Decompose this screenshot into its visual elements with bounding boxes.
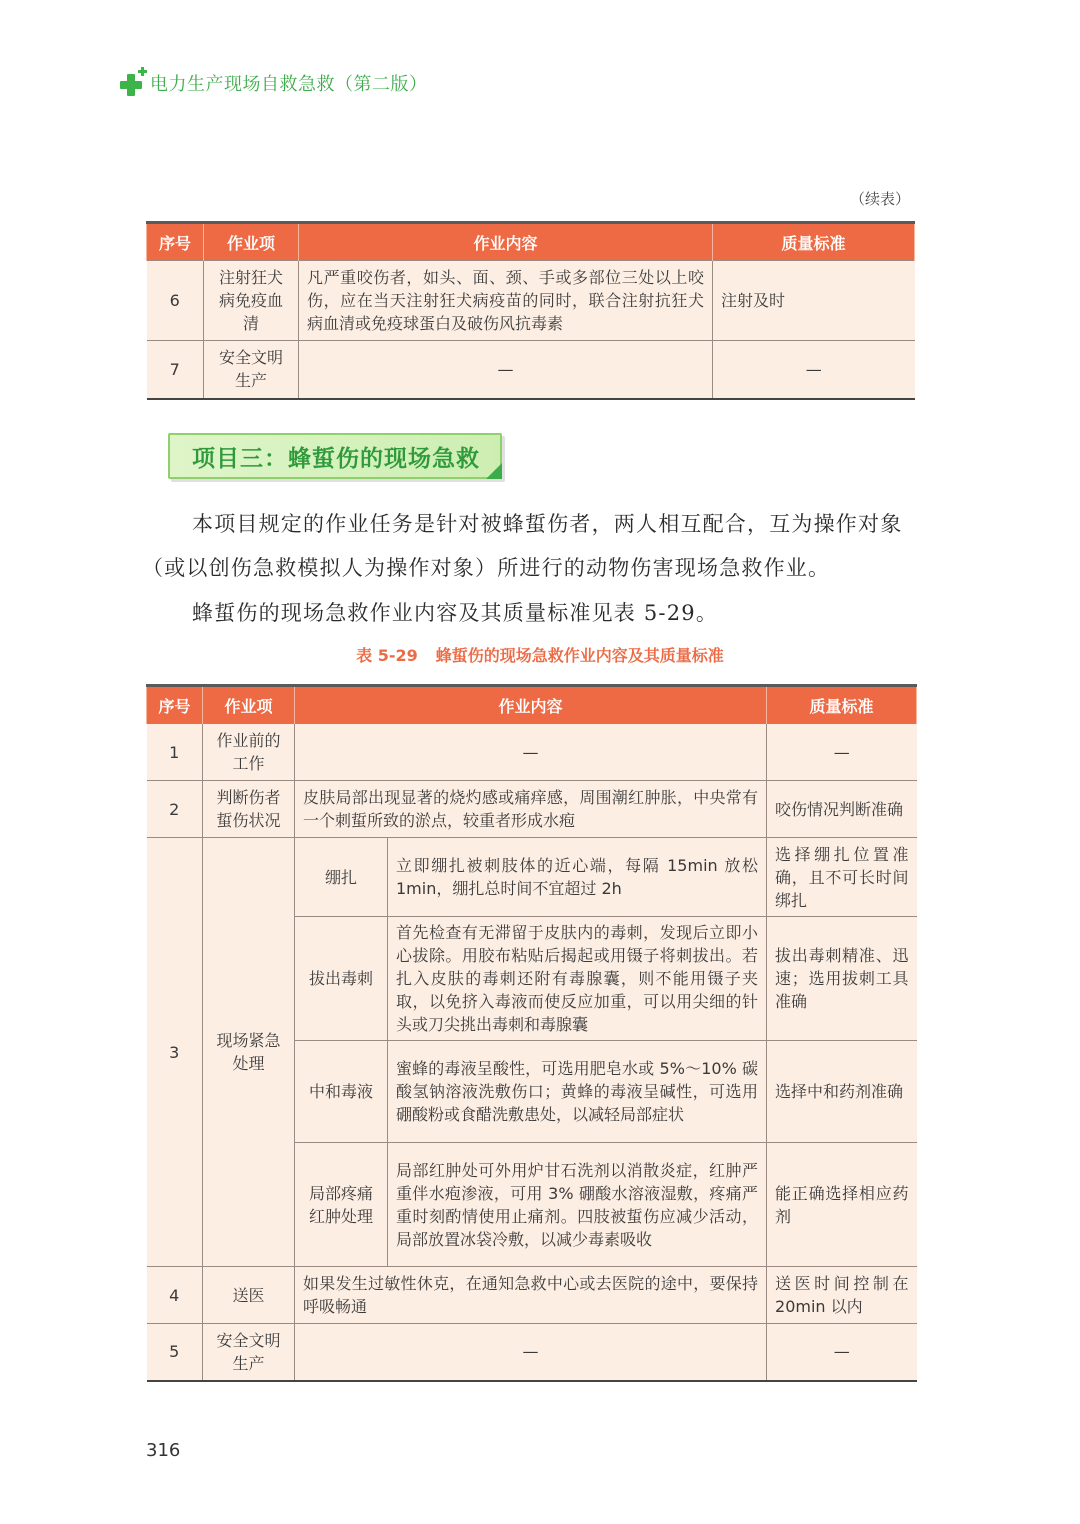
row-item: 现场紧急处理 bbox=[203, 838, 295, 1267]
continued-label: （续表） bbox=[849, 190, 910, 208]
row-no: 6 bbox=[147, 261, 204, 341]
body-paragraph: 蜂蜇伤的现场急救作业内容及其质量标准见表 5-29。 bbox=[192, 601, 719, 625]
header-item: 作业项 bbox=[203, 686, 295, 724]
row-item: 安全文明生产 bbox=[204, 341, 299, 399]
sub-step-standard: 拔出毒刺精准、迅速；选用拔刺工具准确 bbox=[767, 917, 917, 1041]
running-header bbox=[118, 66, 428, 100]
row-standard: — bbox=[767, 724, 917, 781]
row-item: 注射狂犬病免疫血清 bbox=[204, 261, 299, 341]
sub-step-standard: 选择绷扎位置准确，且不可长时间绑扎 bbox=[767, 838, 917, 917]
header-item: 作业项 bbox=[204, 223, 299, 261]
sub-step-name: 局部疼痛红肿处理 bbox=[295, 1143, 388, 1267]
sub-step-standard: 选择中和药剂准确 bbox=[767, 1041, 917, 1143]
body-paragraph: 本项目规定的作业任务是针对被蜂蜇伤者，两人相互配合，互为操作对象 bbox=[192, 512, 903, 536]
sub-step-content: 局部红肿处可外用炉甘石洗剂以消散炎症，红肿严重伴水疱渗液，可用 3% 硼酸水溶液湿敷，疼痛严重时刻酌情使用止痛剂。四肢被蜇伤应减少活动，局部放置冰袋冷敷，以减少毒素吸收 bbox=[388, 1143, 767, 1267]
row-standard: — bbox=[767, 1324, 917, 1381]
header-standard: 质量标准 bbox=[767, 686, 917, 724]
header-standard: 质量标准 bbox=[713, 223, 915, 261]
row-standard: 注射及时 bbox=[713, 261, 915, 341]
table-caption bbox=[0, 643, 1080, 666]
table-header-row bbox=[147, 223, 915, 261]
table-row bbox=[147, 1324, 917, 1381]
header-content: 作业内容 bbox=[299, 223, 713, 261]
row-content: 如果发生过敏性休克，在通知急救中心或去医院的途中，要保持呼吸畅通 bbox=[295, 1267, 767, 1324]
table-row bbox=[147, 1267, 917, 1324]
row-no: 2 bbox=[147, 781, 203, 838]
row-no: 3 bbox=[147, 838, 203, 1267]
body-paragraph: （或以创伤急救模拟人为操作对象）所进行的动物伤害现场急救作业。 bbox=[142, 556, 831, 580]
row-no: 7 bbox=[147, 341, 204, 399]
row-standard: 送医时间控制在 20min 以内 bbox=[767, 1267, 917, 1324]
row-content: — bbox=[295, 724, 767, 781]
table-header-row bbox=[147, 686, 917, 724]
section-title: 项目三：蜂蜇伤的现场急救 bbox=[192, 445, 480, 472]
table-row bbox=[147, 341, 915, 399]
section-heading bbox=[168, 433, 502, 479]
medical-cross-icon bbox=[118, 66, 148, 100]
sub-step-standard: 能正确选择相应药剂 bbox=[767, 1143, 917, 1267]
table-row bbox=[147, 261, 915, 341]
sub-step-name: 绷扎 bbox=[295, 838, 388, 917]
row-no: 4 bbox=[147, 1267, 203, 1324]
continued-table bbox=[146, 221, 915, 400]
book-title: 电力生产现场自救急救（第二版） bbox=[150, 74, 428, 95]
section-corner-decoration bbox=[486, 463, 502, 479]
row-no: 5 bbox=[147, 1324, 203, 1381]
table-row bbox=[147, 724, 917, 781]
sub-step-name: 拔出毒刺 bbox=[295, 917, 388, 1041]
table-row bbox=[147, 781, 917, 838]
main-table bbox=[146, 684, 917, 1382]
row-content: 皮肤局部出现显著的烧灼感或痛痒感，周围潮红肿胀，中央常有一个刺蜇所致的淤点，较重者形成水疱 bbox=[295, 781, 767, 838]
row-standard: — bbox=[713, 341, 915, 399]
row-item: 安全文明生产 bbox=[203, 1324, 295, 1381]
table-caption-number: 表 5-29 bbox=[356, 646, 418, 665]
header-no: 序号 bbox=[147, 223, 204, 261]
row-content: — bbox=[299, 341, 713, 399]
sub-step-content: 立即绷扎被刺肢体的近心端，每隔 15min 放松 1min，绷扎总时间不宜超过 2h bbox=[388, 838, 767, 917]
sub-step-content: 首先检查有无滞留于皮肤内的毒刺，发现后立即小心拔除。用胶布粘贴后揭起或用镊子将刺拔出。若扎入皮肤的毒刺还附有毒腺囊，则不能用镊子夹取，以免挤入毒液而使反应加重，可以用尖细的针头或刀尖挑出毒刺和毒腺囊 bbox=[388, 917, 767, 1041]
row-content: 凡严重咬伤者，如头、面、颈、手或多部位三处以上咬伤，应在当天注射狂犬病疫苗的同时，联合注射抗狂犬病血清或免疫球蛋白及破伤风抗毒素 bbox=[299, 261, 713, 341]
row-item: 送医 bbox=[203, 1267, 295, 1324]
table-caption-title: 蜂蜇伤的现场急救作业内容及其质量标准 bbox=[435, 646, 724, 665]
page-number: 316 bbox=[146, 1440, 181, 1461]
row-item: 作业前的工作 bbox=[203, 724, 295, 781]
row-content: — bbox=[295, 1324, 767, 1381]
header-content: 作业内容 bbox=[295, 686, 767, 724]
table-row bbox=[147, 838, 917, 917]
row-item: 判断伤者蜇伤状况 bbox=[203, 781, 295, 838]
row-no: 1 bbox=[147, 724, 203, 781]
sub-step-content: 蜜蜂的毒液呈酸性，可选用肥皂水或 5%～10% 碳酸氢钠溶液洗敷伤口；黄蜂的毒液呈碱性，可选用硼酸粉或食醋洗敷患处，以减轻局部症状 bbox=[388, 1041, 767, 1143]
header-no: 序号 bbox=[147, 686, 203, 724]
sub-step-name: 中和毒液 bbox=[295, 1041, 388, 1143]
row-standard: 咬伤情况判断准确 bbox=[767, 781, 917, 838]
